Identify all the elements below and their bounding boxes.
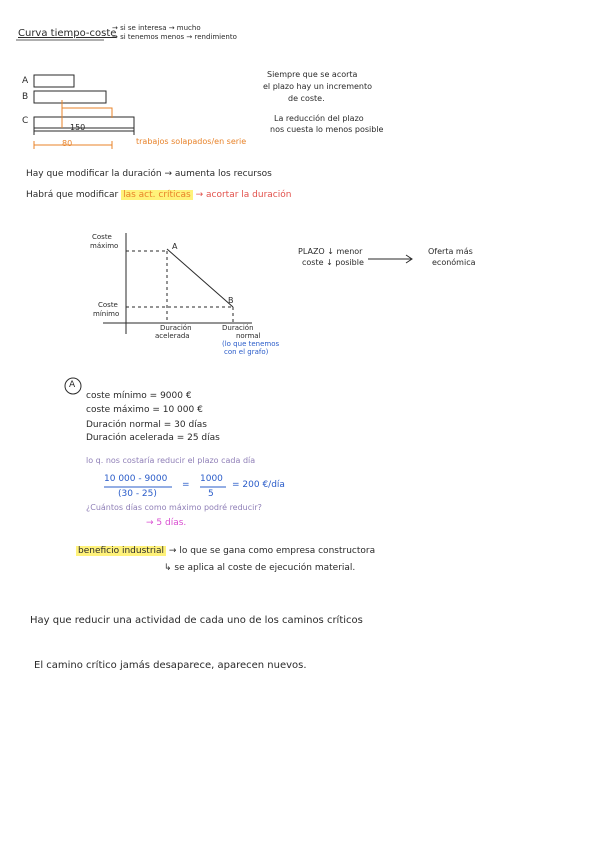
right-note-2-line-2: nos cuesta lo menos posible bbox=[270, 125, 384, 134]
example-line-1: coste mínimo = 9000 € bbox=[86, 391, 192, 401]
final-line-2: El camino crítico jamás desaparece, aparecen nuevos. bbox=[34, 660, 307, 671]
x-note-blue-2: con el grafo) bbox=[224, 348, 269, 356]
right-note-1-line-3: de coste. bbox=[288, 94, 325, 103]
critical-highlight: las act. críticas bbox=[123, 190, 191, 200]
bar-a bbox=[34, 75, 74, 87]
example-answer: → 5 días. bbox=[146, 518, 187, 528]
x-label-right-2: normal bbox=[236, 332, 261, 340]
line-critical: Habrá que modificar las act. críticas → acortar la duración bbox=[26, 190, 292, 200]
measure-orange: 80 bbox=[62, 139, 73, 148]
x-note-blue-1: (lo que tenemos bbox=[222, 340, 280, 348]
bar-b bbox=[34, 91, 106, 103]
fraction-1-numerator: 10 000 - 9000 bbox=[104, 474, 168, 484]
example-line-3: Duración normal = 30 días bbox=[86, 420, 207, 430]
point-b-label: B bbox=[228, 296, 234, 305]
x-label-left-2: acelerada bbox=[155, 332, 190, 340]
x-label-right-1: Duración bbox=[222, 324, 254, 332]
right-note-1-line-2: el plazo hay un incremento bbox=[263, 82, 373, 91]
page-title: Curva tiempo-coste bbox=[18, 28, 117, 39]
bar-label-a: A bbox=[22, 76, 29, 86]
cost-time-graph bbox=[103, 233, 252, 334]
y-label-top-2: máximo bbox=[90, 242, 119, 250]
y-label-bottom-1: Coste bbox=[98, 301, 118, 309]
y-label-bottom-2: mínimo bbox=[93, 310, 120, 318]
example-purple-question: lo q. nos costaría reducir el plazo cada día bbox=[86, 456, 256, 465]
right-note-2-line-1: La reducción del plazo bbox=[274, 114, 364, 123]
title-branch-2: → si tenemos menos → rendimiento bbox=[112, 33, 237, 41]
plazo-right-1: Oferta más bbox=[428, 247, 473, 256]
plazo-right-2: económica bbox=[432, 258, 476, 267]
curve-line bbox=[167, 249, 233, 307]
title-branch-1: → si se interesa → mucho bbox=[112, 24, 201, 32]
bar-diagram bbox=[34, 75, 134, 128]
point-a-label: A bbox=[172, 242, 178, 251]
plazo-left-1: PLAZO ↓ menor bbox=[298, 247, 363, 256]
benefit-line-1: beneficio industrial → lo que se gana como empresa constructora bbox=[78, 546, 376, 556]
orange-note: trabajos solapados/en serie bbox=[136, 137, 247, 146]
benefit-label: beneficio industrial bbox=[78, 546, 165, 556]
final-line-1: Hay que reducir una actividad de cada uno de los caminos críticos bbox=[30, 615, 363, 626]
fraction-2-denominator: 5 bbox=[208, 489, 214, 499]
equals-sign: = bbox=[182, 480, 190, 490]
fraction-1-denominator: (30 - 25) bbox=[118, 489, 157, 499]
benefit-line-2: ↳ se aplica al coste de ejecución material. bbox=[164, 563, 356, 573]
y-label-top-1: Coste bbox=[92, 233, 112, 241]
line-modify: Hay que modificar la duración → aumenta los recursos bbox=[26, 169, 272, 179]
bar-label-b: B bbox=[22, 92, 29, 102]
plazo-left-2: coste ↓ posible bbox=[302, 258, 364, 267]
x-label-left-1: Duración bbox=[160, 324, 192, 332]
example-line-2: coste máximo = 10 000 € bbox=[86, 405, 203, 415]
example-purple-question-2: ¿Cuántos días como máximo podré reducir? bbox=[86, 503, 262, 512]
fraction-2-numerator: 1000 bbox=[200, 474, 223, 484]
example-line-4: Duración acelerada = 25 días bbox=[86, 433, 220, 443]
fraction-result: = 200 €/día bbox=[232, 480, 285, 490]
bar-label-c: C bbox=[22, 116, 29, 126]
plazo-arrow bbox=[368, 255, 412, 263]
measure-black: 150 bbox=[70, 123, 86, 132]
example-marker: A bbox=[69, 380, 76, 390]
right-note-1-line-1: Siempre que se acorta bbox=[267, 70, 358, 79]
